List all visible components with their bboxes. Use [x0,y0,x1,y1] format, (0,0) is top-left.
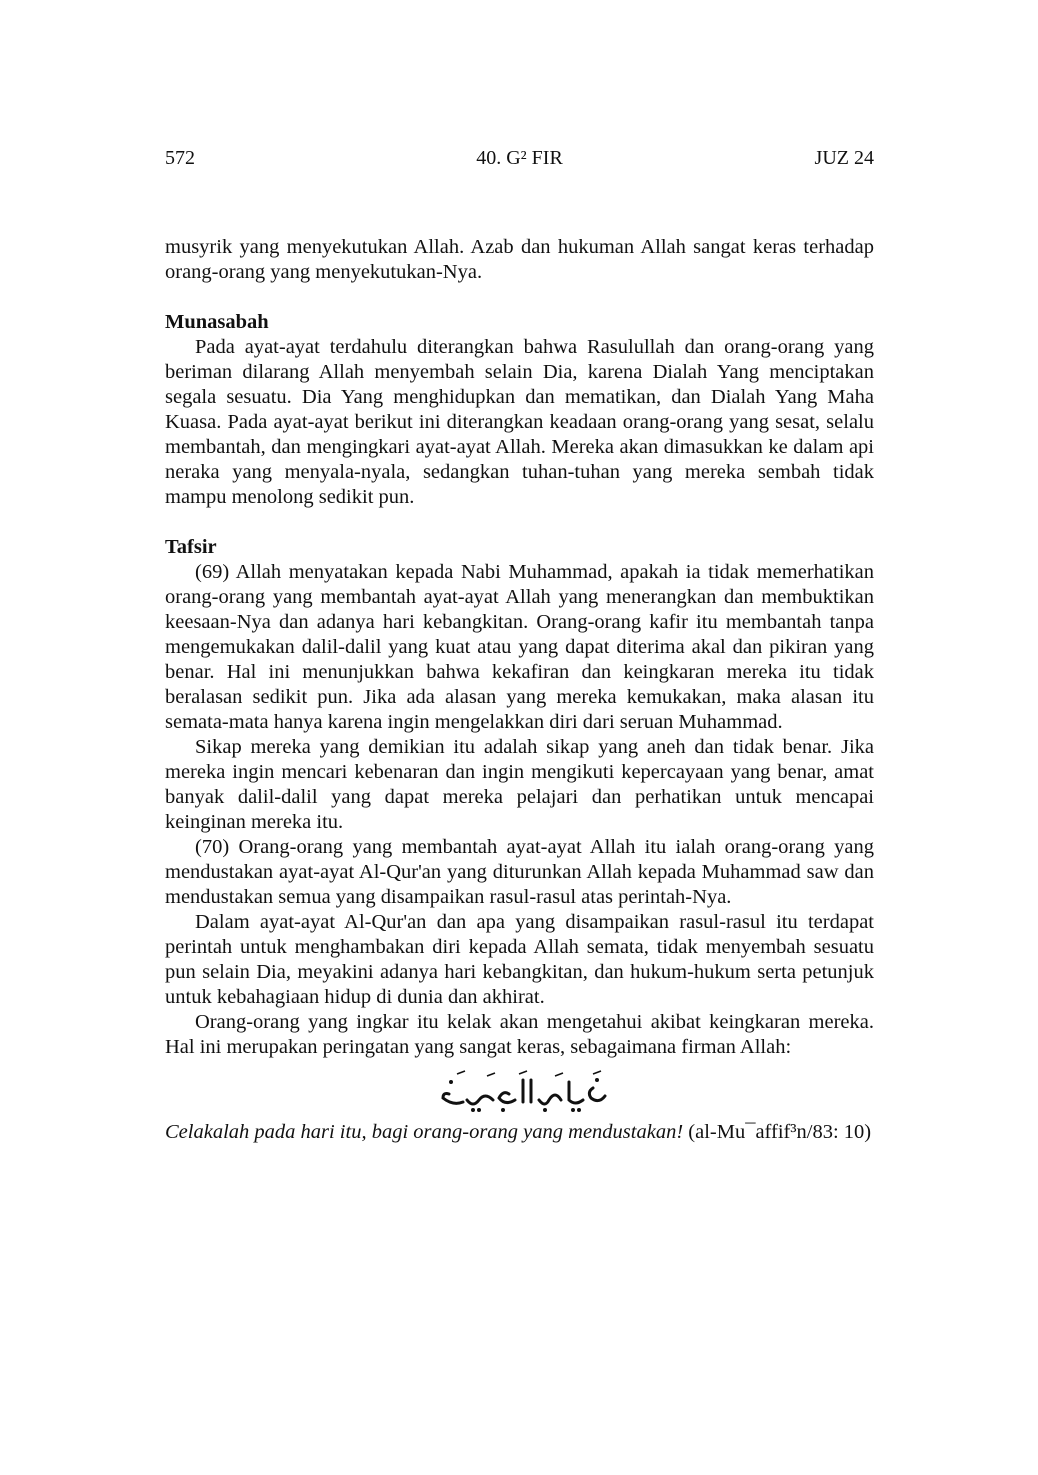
juz-label: JUZ 24 [814,147,874,169]
running-header [165,145,874,171]
tafsir-paragraph: Sikap mereka yang demikian itu adalah sikap yang aneh dan tidak benar. Jika mereka ingin mencari kebenaran dan ingin mengikuti kepercayaan yang benar, amat banyak dalil-dalil yang dapat mereka pelajari dan perhatikan untuk mencapai keinginan mereka itu. [165,736,874,833]
arabic-verse [165,1060,874,1120]
body-text [165,235,874,1145]
verse-citation: (al-Mu¯affif³n/83: 10) [683,1121,872,1143]
surah-title: 40. G² FIR [476,147,563,169]
munasabah-paragraph: Pada ayat-ayat terdahulu diterangkan bahwa Rasulullah dan orang-orang yang beriman dilarang Allah menyembah selain Dia, karena Dialah Yang menciptakan segala sesuatu. Dia Yang menghidupkan dan mematikan, dan Dialah Yang Maha Kuasa. Pada ayat-ayat berikut ini diterangkan keadaan orang-orang yang sesat, selalu membantah, dan mengingkari ayat-ayat Allah. Mereka akan dimasukkan ke dalam api neraka yang menyala-nyala, sedangkan tuhan-tuhan yang mereka sembah tidak mampu menolong sedikit pun. [165,336,874,508]
intro-continuation: musyrik yang menyekutukan Allah. Azab dan hukuman Allah sangat keras terhadap orang-orang yang menyekutukan-Nya. [165,236,874,283]
arabic-calligraphy-image [433,1066,613,1118]
tafsir-paragraph: (69) Allah menyatakan kepada Nabi Muhammad, apakah ia tidak memerhatikan orang-orang yang membantah ayat-ayat Allah yang menerangkan dan membuktikan keesaan-Nya dan adanya hari kebangkitan. Orang-orang kafir itu membantah tanpa mengemukakan dalil-dalil yang kuat atau yang dapat diterima akal dan pikiran yang benar. Hal ini menunjukkan bahwa kekafiran dan keingkaran mereka itu tidak beralasan sedikit pun. Jika ada alasan yang mereka kemukakan, maka alasan itu semata-mata hanya karena ingin mengelakkan diri dari seruan Muhammad. [165,561,874,733]
tafsir-paragraph: Orang-orang yang ingkar itu kelak akan mengetahui akibat keingkaran mereka. Hal ini merupakan peringatan yang sangat keras, sebagaimana firman Allah: [165,1011,874,1058]
page-number: 572 [165,147,195,169]
section-gap [165,510,874,535]
translation-text: Celakalah pada hari itu, bagi orang-orang yang mendustakan! [165,1121,684,1143]
section-gap [165,285,874,310]
tafsir-heading: Tafsir [165,536,217,558]
tafsir-paragraph: (70) Orang-orang yang membantah ayat-ayat Allah itu ialah orang-orang yang mendustakan ayat-ayat Al-Qur'an yang diturunkan Allah kepada Muhammad saw dan mendustakan semua yang disampaikan rasul-rasul atas perintah-Nya. [165,836,874,908]
tafsir-paragraph: Dalam ayat-ayat Al-Qur'an dan apa yang disampaikan rasul-rasul itu terdapat perintah untuk menghambakan diri kepada Allah semata, tidak menyembah sesuatu pun selain Dia, meyakini adanya hari kebangkitan, dan hukum-hukum serta petunjuk untuk kebahagiaan hidup di dunia dan akhirat. [165,911,874,1008]
verse-translation [165,1120,874,1145]
munasabah-heading: Munasabah [165,311,269,333]
